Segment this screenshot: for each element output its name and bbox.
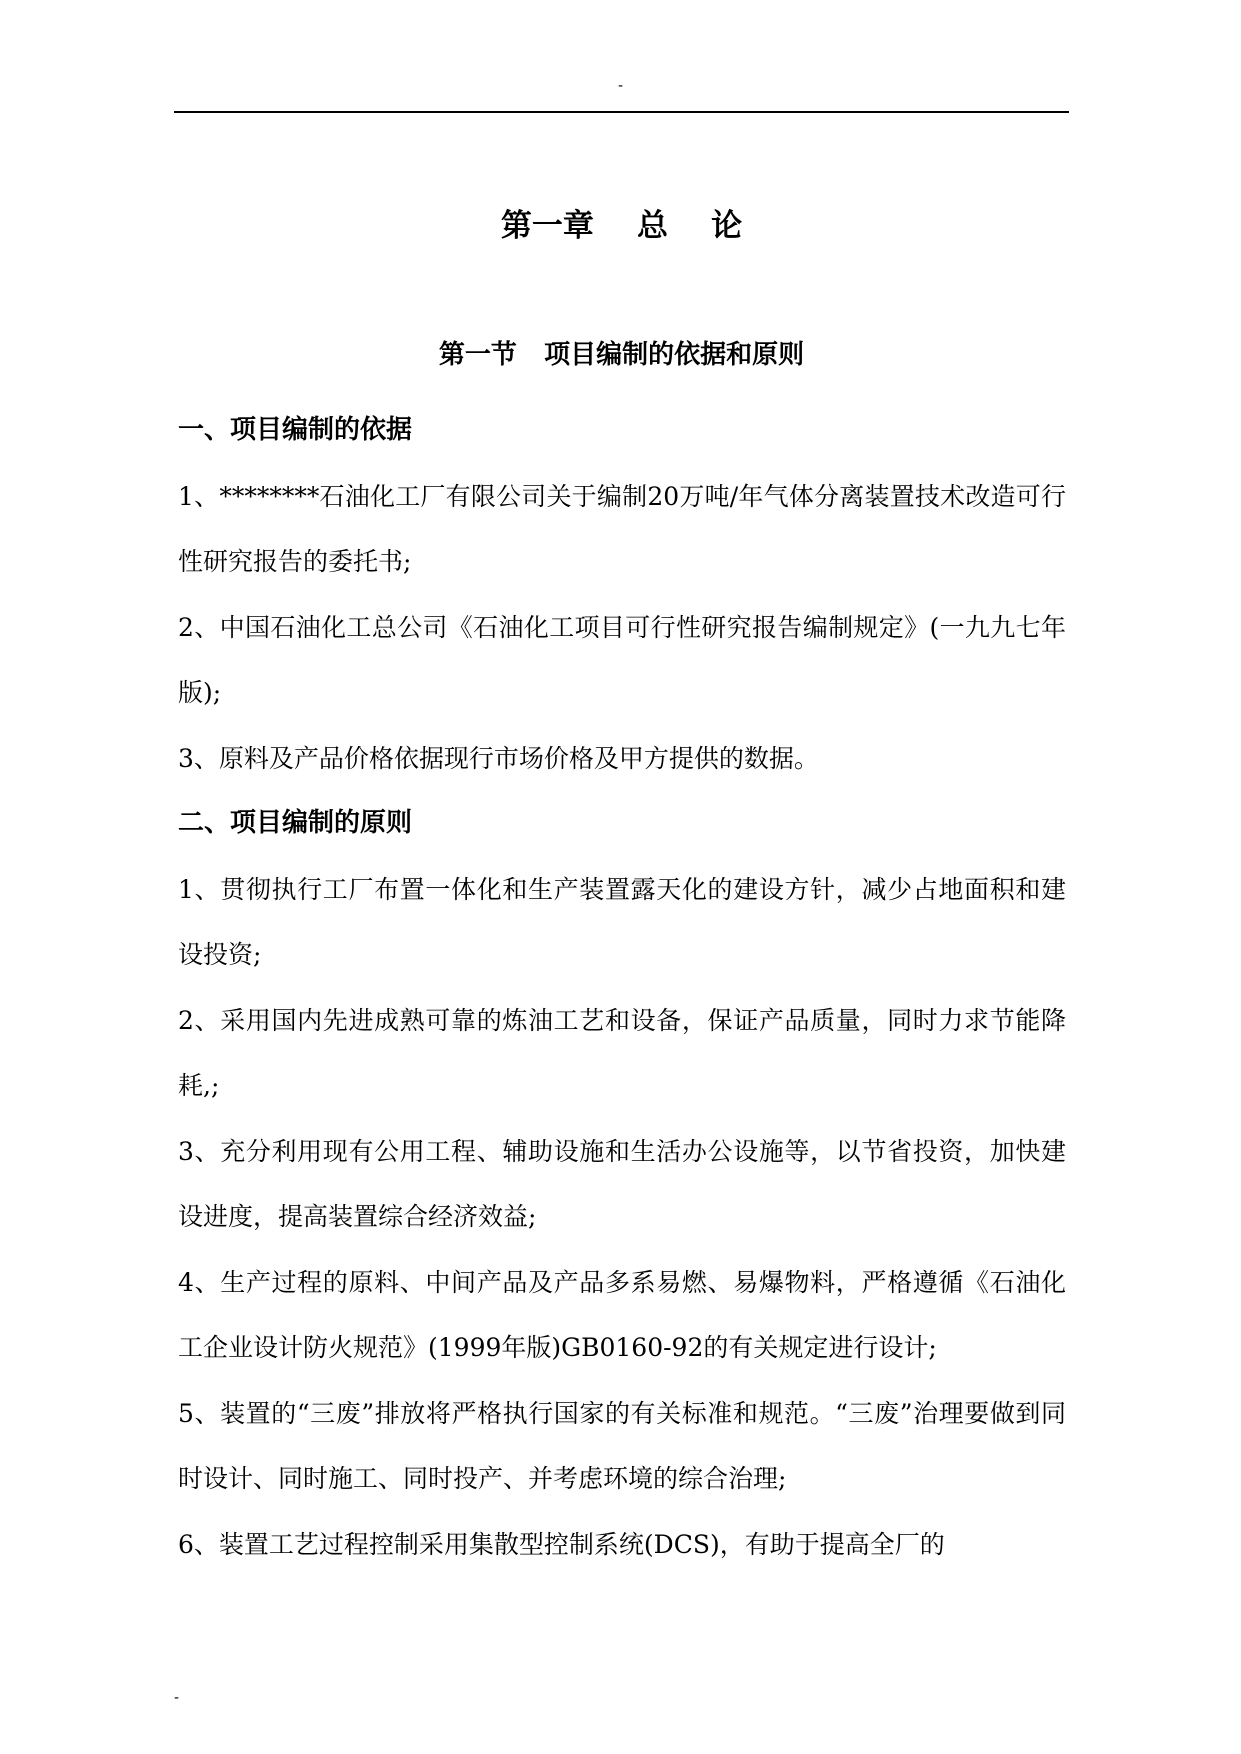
part1-item-1: 1、********石油化工厂有限公司关于编制20万吨/年气体分离装置技术改造可行性研究报告的委托书;	[178, 481, 1066, 576]
header-mark: -	[618, 78, 624, 94]
chapter-title: 第一章 总 论	[500, 207, 743, 244]
part1-item-3: 3、原料及产品价格依据现行市场价格及甲方提供的数据。	[178, 743, 819, 773]
part2-item-3: 3、充分利用现有公用工程、辅助设施和生活办公设施等，以节省投资，加快建设进度，提高装置综合经济效益;	[178, 1136, 1066, 1231]
footer-mark: -	[174, 1690, 180, 1706]
part2-item-5: 5、装置的“三废”排放将严格执行国家的有关标准和规范。“三废”治理要做到同时设计、同时施工、同时投产、并考虑环境的综合治理;	[178, 1398, 1066, 1493]
section-title: 第一节 项目编制的依据和原则	[438, 339, 805, 370]
part2-item-1: 1、贯彻执行工厂布置一体化和生产装置露天化的建设方针，减少占地面积和建设投资;	[178, 874, 1066, 969]
part1-item-2: 2、中国石油化工总公司《石油化工项目可行性研究报告编制规定》(一九九七年版);	[178, 612, 1066, 707]
part2-item-6: 6、装置工艺过程控制采用集散型控制系统(DCS)，有助于提高全厂的	[178, 1529, 945, 1559]
part1-heading: 一、项目编制的依据	[178, 415, 413, 445]
part2-item-2: 2、采用国内先进成熟可靠的炼油工艺和设备，保证产品质量，同时力求节能降耗,;	[178, 1005, 1066, 1100]
part2-heading: 二、项目编制的原则	[178, 808, 413, 838]
document-body	[178, 398, 1066, 1577]
header-rule	[174, 111, 1069, 113]
part2-item-4: 4、生产过程的原料、中间产品及产品多系易燃、易爆物料，严格遵循《石油化工企业设计防火规范》(1999年版)GB0160-92的有关规定进行设计;	[178, 1267, 1066, 1362]
